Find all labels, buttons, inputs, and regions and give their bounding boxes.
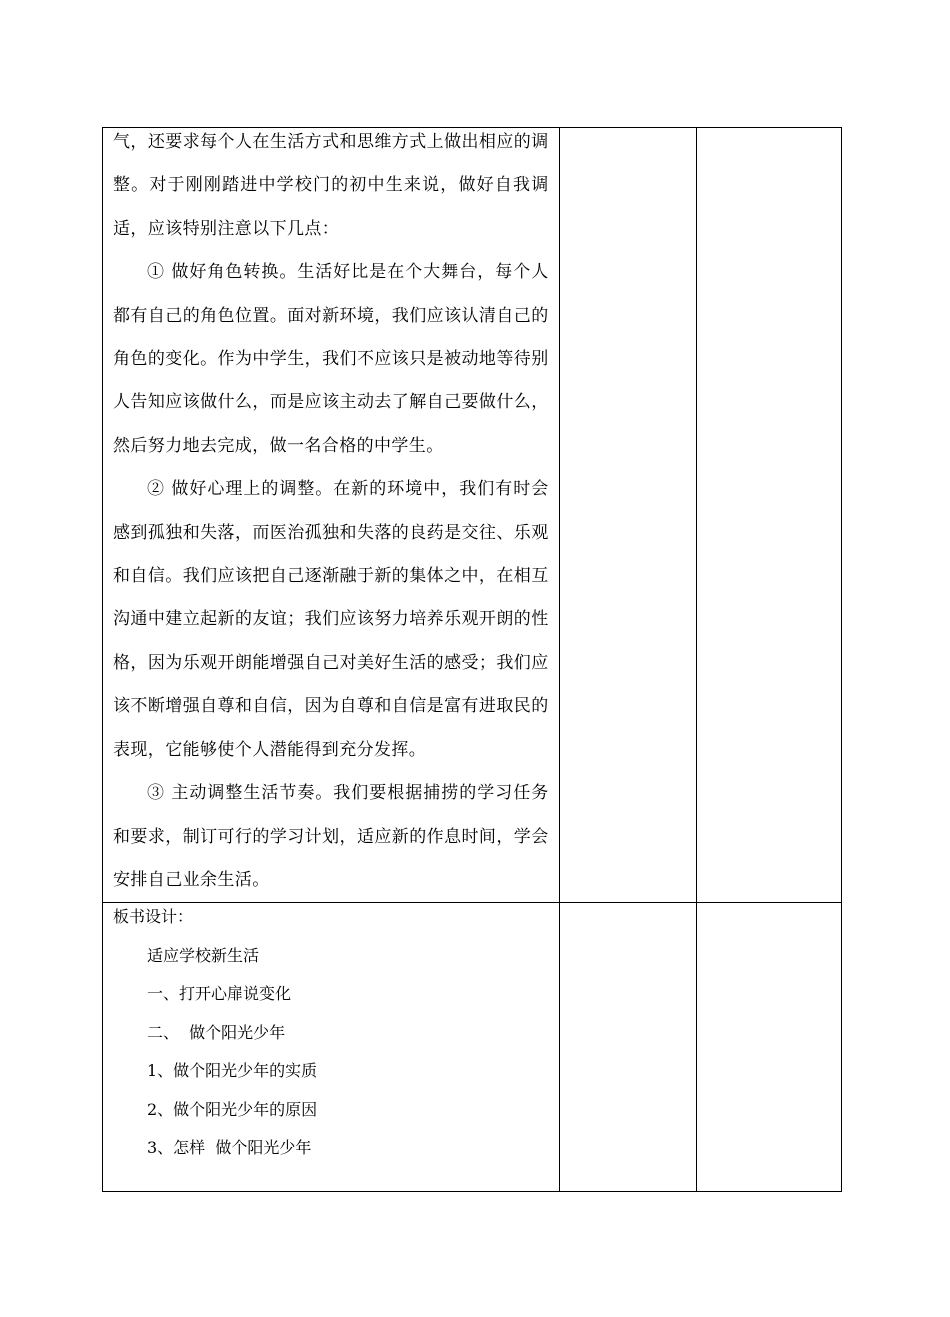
paragraph: ① 做好角色转换。生活好比是在个大舞台，每个人都有自己的角色位置。面对新环境，我们应该认清自己的角色的变化。作为中学生，我们不应该只是被动地等待别人告知应该做什么，而是应该主动去了解自己要做什么，然后努力地去完成，做一名合格的中学生。 [113, 262, 549, 456]
empty-cell [696, 128, 841, 903]
paragraph: ② 做好心理上的调整。在新的环境中，我们有时会感到孤独和失落，而医治孤独和失落的良药是交往、乐观和自信。我们应该把自己逐渐融于新的集体之中，在相互沟通中建立起新的友谊；我们应该努力培养乐观开朗的性格，因为乐观开朗能增强自己对美好生活的感受；我们应该不断增强自尊和自信，因为自尊和自信是富有进取民的表现，它能够使个人潜能得到充分发挥。 [113, 479, 549, 760]
board-line: 2、做个阳光少年的原因 [147, 1099, 318, 1119]
paragraph: ③ 主动调整生活节奏。我们要根据捕捞的学习任务和要求，制订可行的学习计划，适应新的作息时间，学会安排自己业余生活。 [113, 783, 549, 890]
board-line: 3、怎样 做个阳光少年 [147, 1138, 312, 1158]
board-line: 适应学校新生活 [147, 945, 260, 965]
lesson-plan-table [102, 127, 842, 1192]
board-design-cell [103, 903, 560, 1192]
board-line: 一、打开心扉说变化 [147, 984, 292, 1004]
empty-cell [696, 903, 841, 1192]
board-line: 二、 做个阳光少年 [147, 1022, 286, 1042]
empty-cell [559, 128, 696, 903]
table-row [103, 903, 842, 1192]
board-line: 1、做个阳光少年的实质 [147, 1061, 318, 1081]
table-row [103, 128, 842, 903]
paragraph: 气，还要求每个人在生活方式和思维方式上做出相应的调整。对于刚刚踏进中学校门的初中生来说，做好自我调适，应该特别注意以下几点： [113, 132, 549, 239]
empty-cell [559, 903, 696, 1192]
content-cell [103, 128, 560, 903]
board-design-title: 板书设计： [113, 907, 194, 927]
